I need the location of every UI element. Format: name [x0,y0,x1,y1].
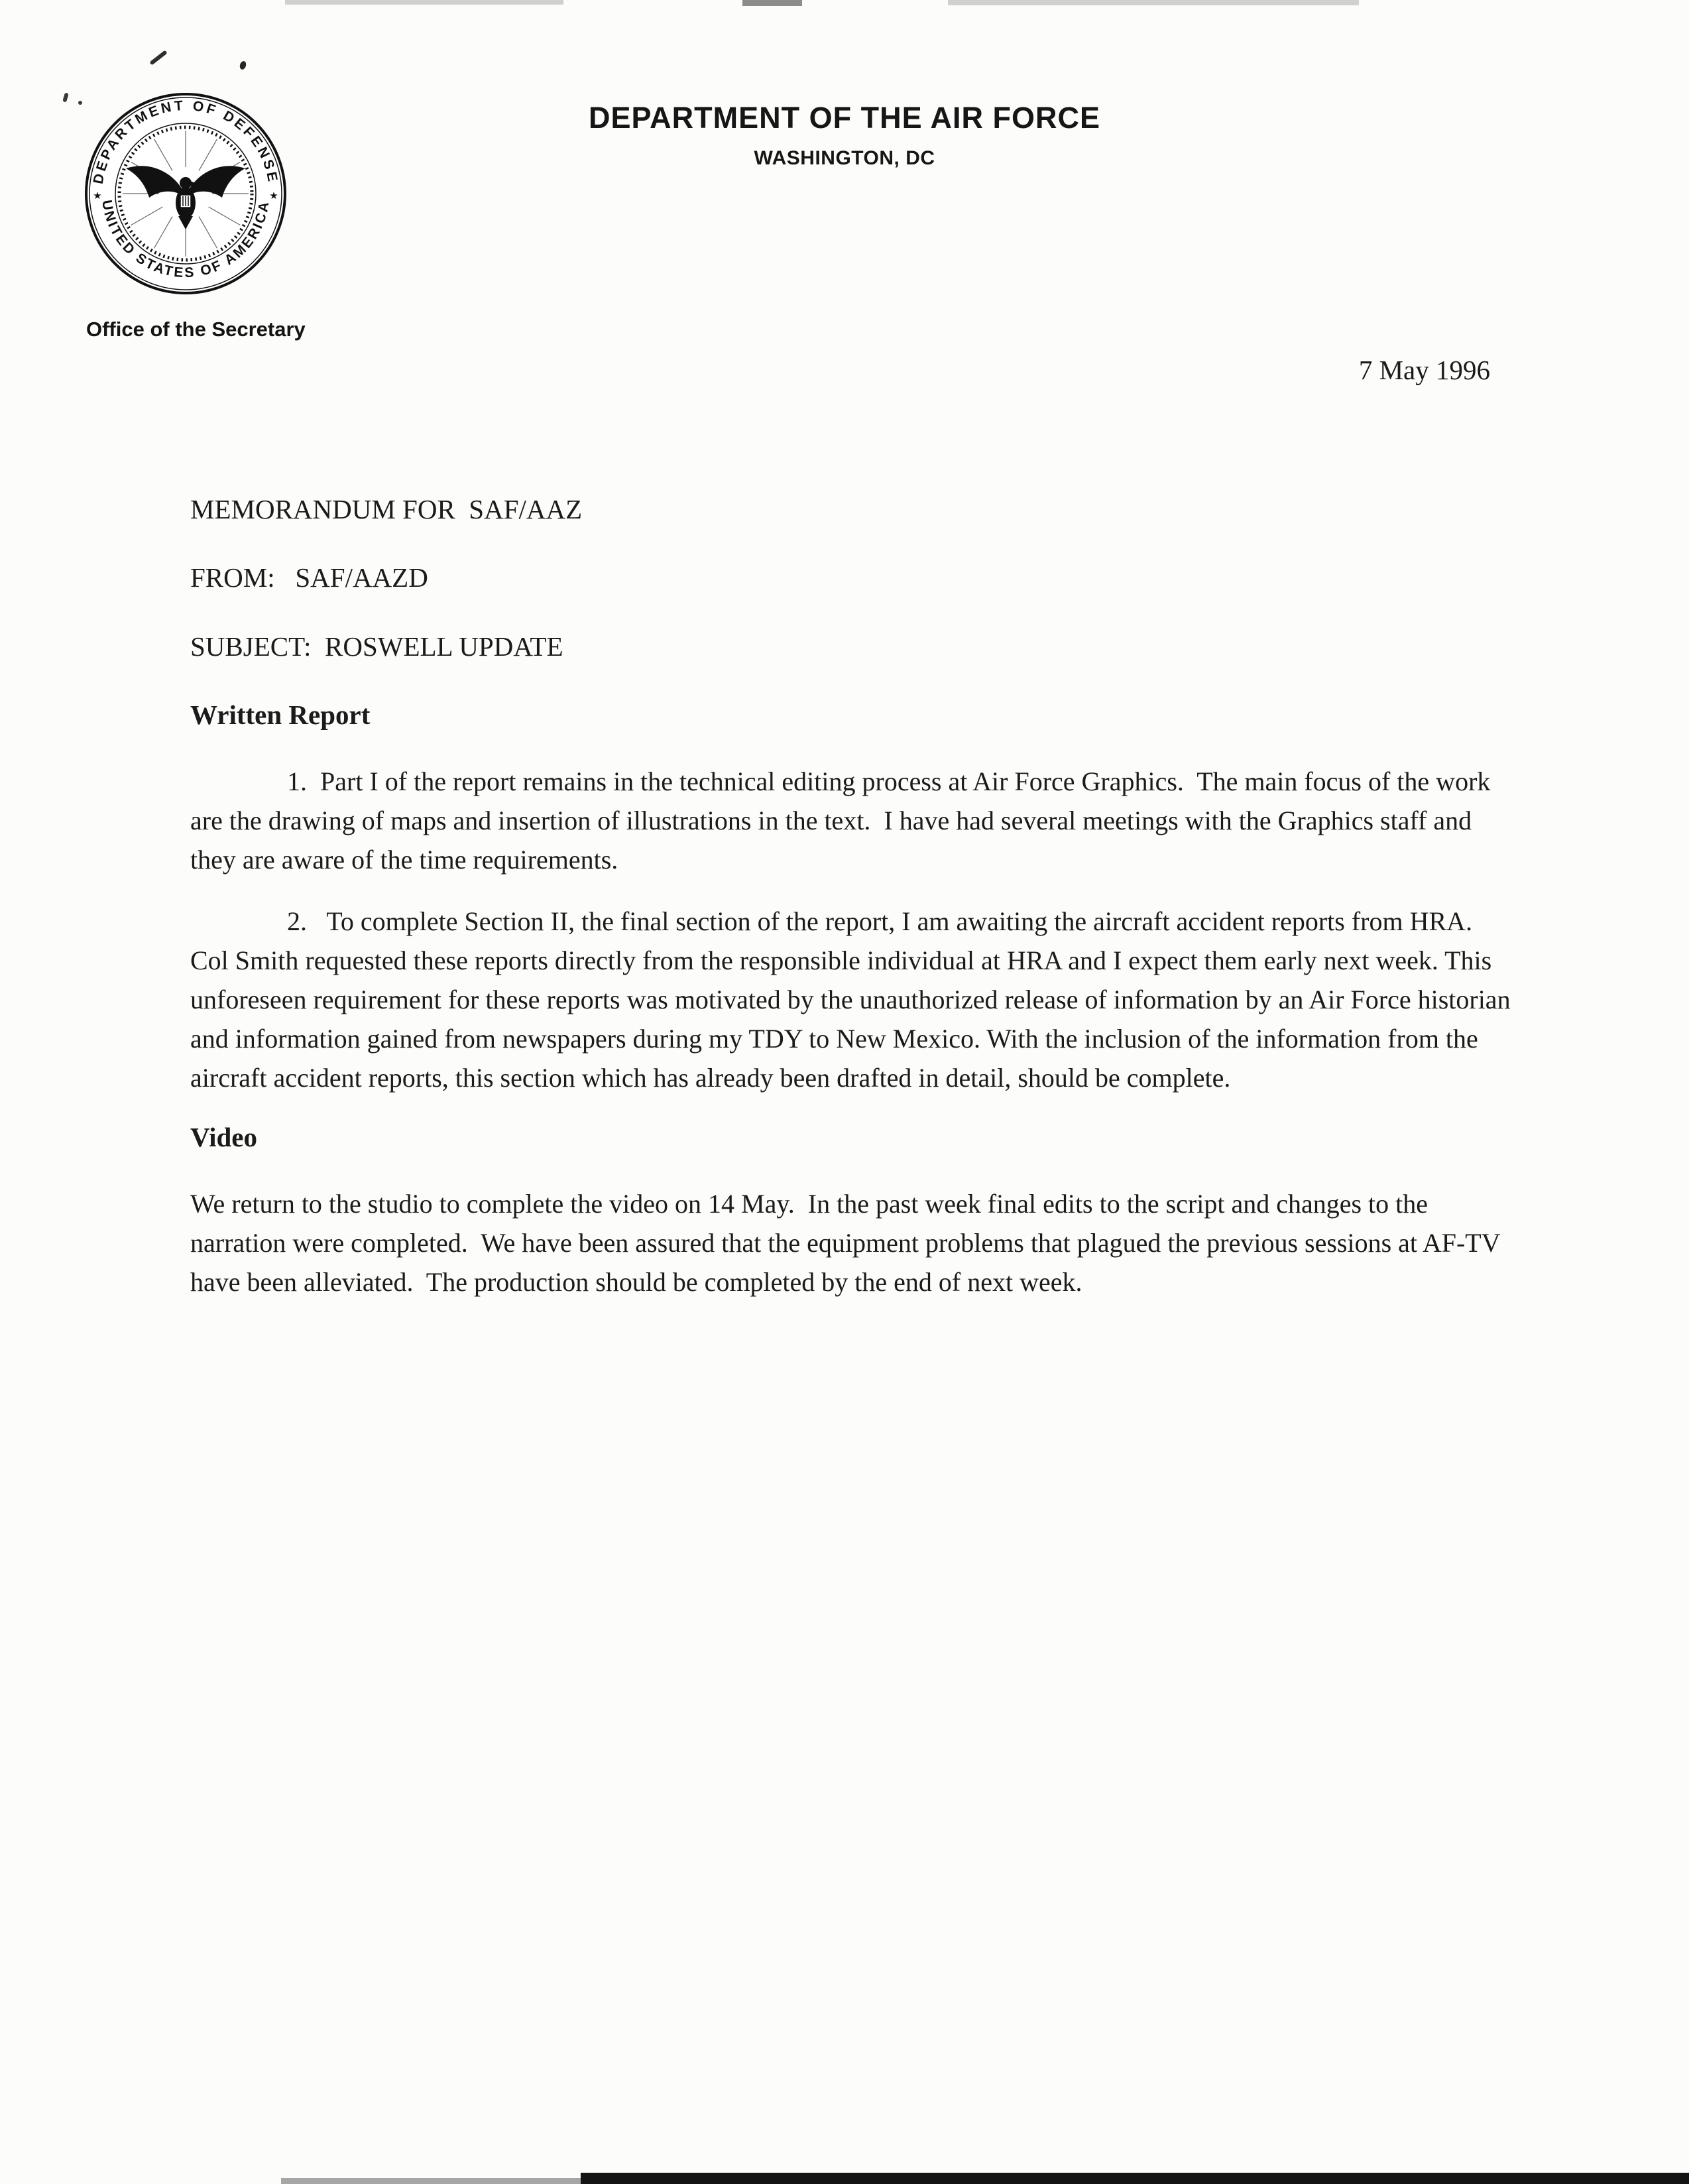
seal-ring-text-bottom: UNITED STATES OF AMERICA [99,199,272,281]
section-heading-video: Video [190,1122,257,1153]
letterhead [0,101,1689,169]
seal-ring-text-top: DEPARTMENT OF DEFENSE [90,97,281,186]
pen-scan-mark [149,50,167,65]
memo-body [190,492,1517,1324]
subject-line: SUBJECT: ROSWELL UPDATE [190,631,563,662]
paragraph-written-report-2: 2. To complete Section II, the final section of the report, I am awaiting the aircraft accident reports from HRA. Col Smith requested these reports directly from the responsible individual at HRA and I expect them early next week. This unforeseen requirement for these reports was motivated by the unauthorized release of information by an Air Force historian and information gained from newspapers during my TDY to New Mexico. With the inclusion of the information from the aircraft accident reports, this section which has already been drafted in detail, should be complete. [190,906,1517,1093]
from-line: FROM: SAF/AAZD [190,562,428,593]
paragraph-video-1: We return to the studio to complete the video on 14 May. In the past week final edits to the script and changes to the narration were completed. We have been assured that the equipment problems that plagued the previous sessions at AF-TV have been alleviated. The production should be completed by the end of next week. [190,1189,1507,1298]
scan-edge-bar [581,2173,1689,2184]
paragraph-written-report-1: 1. Part I of the report remains in the technical editing process at Air Force Graphics. The main focus of the work are the drawing of maps and insertion of illustrations in the text. I have had several meetings with the Graphics staff and they are aware of the time requirements. [190,766,1497,875]
letterhead-location: WASHINGTON, DC [754,147,935,169]
letterhead-title: DEPARTMENT OF THE AIR FORCE [589,101,1100,135]
memorandum-for-line: MEMORANDUM FOR SAF/AAZ [190,494,583,524]
scan-edge-smudge [742,0,802,6]
scan-edge-smudge [948,0,1359,5]
pen-scan-mark [239,60,247,70]
scan-edge-smudge [285,0,563,5]
seal-star-left-icon: ★ [93,190,102,202]
section-heading-written-report: Written Report [190,699,371,730]
scan-edge-bar [281,2178,583,2184]
memo-date: 7 May 1996 [1358,355,1490,385]
office-of-the-secretary-line: Office of the Secretary [86,318,306,341]
seal-star-right-icon: ★ [269,190,278,202]
